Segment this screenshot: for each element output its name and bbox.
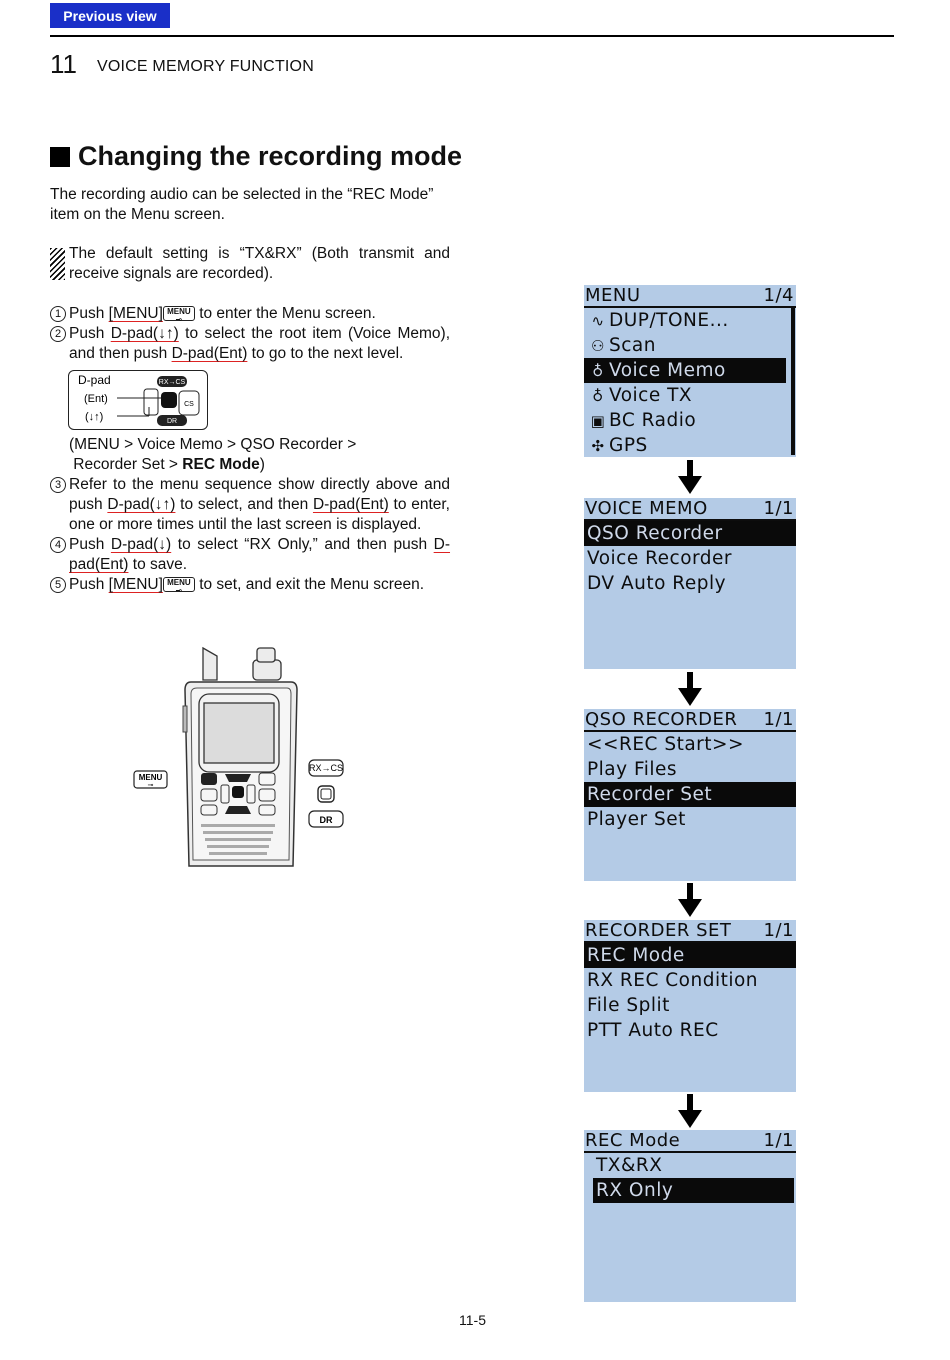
svg-text:D-pad: D-pad [78, 373, 111, 387]
svg-text:MENU: MENU [138, 773, 163, 782]
down-arrow-icon [675, 883, 705, 919]
chapter-title: VOICE MEMORY FUNCTION [97, 58, 314, 75]
step-4: 4 Push D-pad(↓) to select “RX Only,” and then push D-pad(Ent) to save. [50, 535, 450, 575]
menu-key-ref: [MENU] MENU ⊸ [109, 576, 195, 593]
note-text: The default setting is “TX&RX” (Both transmit and receive signals are recorded). [69, 245, 450, 282]
step-number-5: 5 [50, 577, 66, 593]
dpad-ent-ref: D-pad(Ent) [171, 345, 248, 362]
svg-text:RX→CS: RX→CS [158, 379, 186, 386]
microphone-tx-icon: ♁ [592, 387, 604, 405]
svg-text:(Ent): (Ent) [84, 393, 108, 405]
menu-item-bc-radio[interactable]: ▣ BC Radio [584, 408, 796, 433]
screen-header: MENU 1/4 [585, 285, 794, 306]
menu-item-voice-tx[interactable]: ♁ Voice TX [584, 383, 796, 408]
menu-key-icon: MENU ⊸ [163, 577, 195, 592]
menu-item-voice-memo[interactable]: ♁ Voice Memo [584, 358, 786, 383]
step-2: 2 Push D-pad(↓↑) to select the root item (Voice Memo), and then push D-pad(Ent) to go to the next level. [50, 324, 450, 364]
menu-item-gps[interactable]: ✣ GPS [584, 433, 796, 458]
transceiver-illustration [125, 640, 355, 872]
down-arrow-icon [675, 672, 705, 708]
radio-icon: ▣ [590, 412, 606, 430]
binoculars-icon: ⚇ [591, 337, 605, 355]
step-3: 3 Refer to the menu sequence show directly above and push D-pad(↓↑) to select, and then D-pad(Ent) to enter, one or more times until the last screen is displayed. [50, 475, 450, 535]
square-bullet-icon [50, 147, 70, 167]
screen-qso-recorder [584, 709, 796, 881]
svg-text:DR: DR [319, 815, 333, 825]
section-title [50, 141, 462, 172]
option-tx-rx[interactable]: TX&RX [596, 1155, 663, 1176]
menu-key-ref: [MENU] MENU ⊸ [109, 305, 195, 322]
screen-header: VOICE MEMO 1/1 [585, 498, 794, 519]
header-rule [50, 35, 894, 37]
menu-item-dv-auto-reply[interactable]: DV Auto Reply [587, 573, 727, 594]
down-arrow-icon [675, 1094, 705, 1130]
menu-item-file-split[interactable]: File Split [587, 995, 670, 1016]
menu-item-scan[interactable]: ⚇ Scan [584, 333, 796, 358]
step-number-2: 2 [50, 326, 66, 342]
steps-list [50, 304, 450, 364]
option-rx-only[interactable]: RX Only [593, 1178, 794, 1203]
dpad-diagram [68, 370, 208, 430]
tone-wave-icon: ∿ [591, 312, 605, 330]
step-number-1: 1 [50, 306, 66, 322]
menu-path: (MENU > Voice Memo > QSO Recorder > Recorder Set > REC Mode) [69, 436, 357, 473]
page-number: 11-5 [459, 1312, 486, 1328]
screen-rec-mode [584, 1130, 796, 1302]
screen-header: REC Mode 1/1 [585, 1130, 794, 1151]
screen-header: QSO RECORDER 1/1 [585, 709, 794, 730]
menu-item-rx-rec-condition[interactable]: RX REC Condition [587, 970, 759, 991]
satellite-icon: ✣ [591, 437, 605, 455]
menu-item-ptt-auto-rec[interactable]: PTT Auto REC [587, 1020, 719, 1041]
menu-item-qso-recorder[interactable]: QSO Recorder [584, 521, 796, 546]
step-number-3: 3 [50, 477, 66, 493]
note-block [50, 244, 450, 284]
scrollbar[interactable] [791, 308, 795, 455]
svg-text:⊸: ⊸ [147, 781, 154, 789]
menu-item-recorder-set[interactable]: Recorder Set [584, 782, 796, 807]
dpad-diagram-drawing [69, 371, 209, 431]
svg-text:(↓↑): (↓↑) [85, 411, 104, 423]
menu-item-rec-start[interactable]: <<REC Start>> [587, 734, 745, 755]
screen-recorder-set [584, 920, 796, 1092]
screen-menu [584, 285, 796, 457]
svg-text:RX→CS: RX→CS [308, 763, 344, 773]
step-5: 5 Push [MENU] MENU ⊸ to set, and exit the Menu screen. [50, 575, 450, 595]
svg-text:CS: CS [184, 401, 194, 408]
note-hatch-icon [50, 248, 65, 280]
menu-item-play-files[interactable]: Play Files [587, 759, 678, 780]
microphone-icon: ♁ [592, 362, 604, 380]
svg-text:DR: DR [166, 418, 178, 425]
chapter-number: 11 [50, 49, 77, 79]
screen-header: RECORDER SET 1/1 [585, 920, 794, 941]
menu-item-voice-recorder[interactable]: Voice Recorder [587, 548, 733, 569]
dpad-updown-ref: D-pad(↓↑) [110, 325, 179, 342]
step-1: 1 Push [MENU] MENU ⊸ to enter the Menu screen. [50, 304, 450, 324]
step-number-4: 4 [50, 537, 66, 553]
menu-key-icon: MENU ⊸ [163, 306, 195, 321]
intro-paragraph: The recording audio can be selected in the “REC Mode” item on the Menu screen. [50, 186, 434, 223]
screen-voice-memo [584, 498, 796, 669]
down-arrow-icon [675, 460, 705, 496]
menu-item-player-set[interactable]: Player Set [587, 809, 686, 830]
section-title-text: Changing the recording mode [78, 141, 463, 171]
menu-item-rec-mode[interactable]: REC Mode [584, 943, 796, 968]
previous-view-button[interactable]: Previous view [50, 3, 170, 28]
steps-list-continued [50, 475, 450, 595]
menu-item-dup-tone[interactable]: ∿ DUP/TONE... [584, 308, 796, 333]
